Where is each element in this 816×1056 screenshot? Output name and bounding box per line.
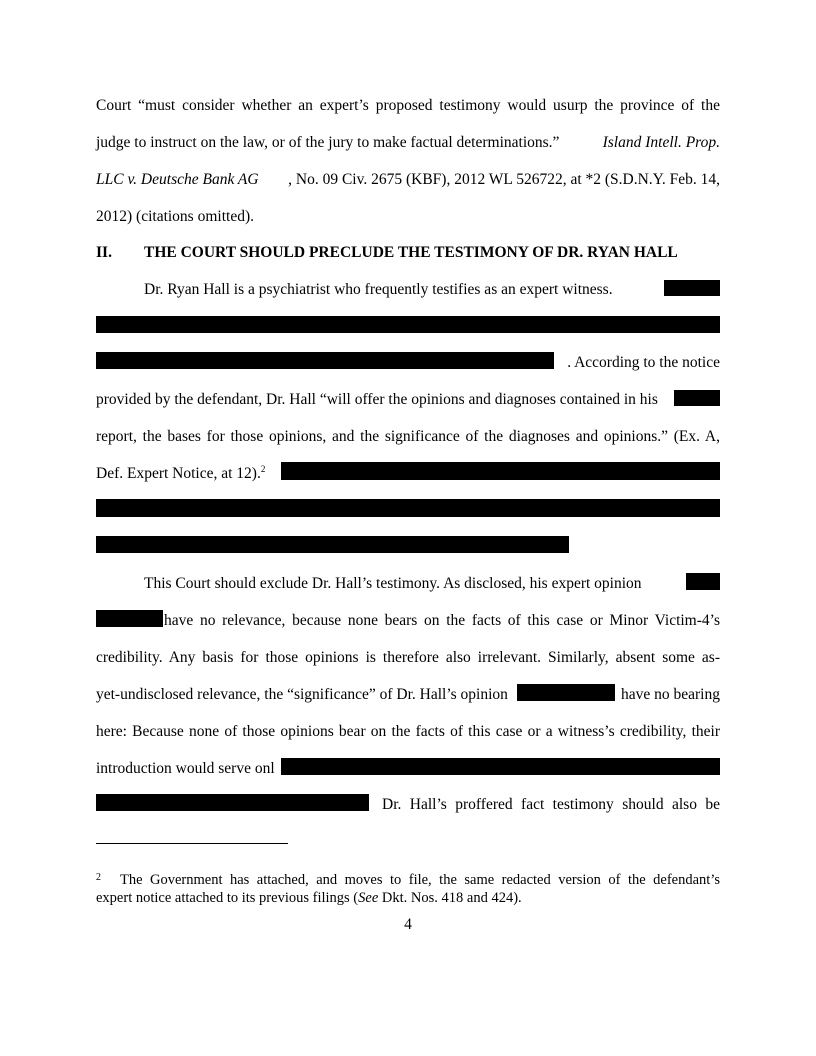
redaction-box xyxy=(281,462,720,480)
section-number: II. xyxy=(96,244,112,261)
footnote-marker: 2 xyxy=(96,872,101,883)
para3-line1: This Court should exclude Dr. Hall’s testimony. As disclosed, his expert opinion xyxy=(144,575,642,592)
redaction-box xyxy=(674,390,720,406)
para1-line1: Court “must consider whether an expert’s proposed testimony would usurp the province of the xyxy=(96,97,720,114)
section-title: THE COURT SHOULD PRECLUDE THE TESTIMONY OF DR. RYAN HALL xyxy=(144,244,678,261)
page-number: 4 xyxy=(404,916,412,933)
footnote-line2 xyxy=(96,889,720,907)
footnote-see-signal: See xyxy=(358,890,379,906)
para1-line2-text: judge to instruct on the law, or of the jury to make factual determinations.” xyxy=(96,134,560,151)
para2-line5: report, the bases for those opinions, and the significance of the diagnoses and opinions.” (Ex. A, xyxy=(96,428,720,445)
redaction-box xyxy=(96,536,569,553)
redaction-box xyxy=(96,316,720,333)
para3-line4b: have no bearing xyxy=(621,686,720,703)
redaction-box xyxy=(96,610,163,627)
para1-line4: 2012) (citations omitted). xyxy=(96,208,254,225)
para3-line3: credibility. Any basis for those opinions is therefore also irrelevant. Similarly, absent some as- xyxy=(96,649,720,666)
footnote-line1 xyxy=(96,871,720,889)
case-name-part1: Island Intell. Prop. xyxy=(602,134,720,151)
redaction-box xyxy=(96,794,369,811)
redaction-box xyxy=(281,758,720,775)
para1-line3 xyxy=(96,170,720,190)
para3-line2: have no relevance, because none bears on the facts of this case or Minor Victim-4’s xyxy=(164,612,720,629)
footnote-text-line1: The Government has attached, and moves to file, the same redacted version of the defendant’s xyxy=(120,872,720,888)
footnote-reference: 2 xyxy=(260,463,266,474)
redaction-box xyxy=(664,280,720,296)
para2-line4: provided by the defendant, Dr. Hall “will offer the opinions and diagnoses contained in his xyxy=(96,391,658,408)
footnote-citation: Dkt. Nos. 418 and 424). xyxy=(378,890,522,906)
para2-line6-text: Def. Expert Notice, at 12). xyxy=(96,465,261,482)
para3-line7: Dr. Hall’s proffered fact testimony should also be xyxy=(382,796,720,813)
citation: , No. 09 Civ. 2675 (KBF), 2012 WL 526722, at *2 (S.D.N.Y. Feb. 14, xyxy=(288,171,720,188)
para3-line5: here: Because none of those opinions bear on the facts of this case or a witness’s credibility, their xyxy=(96,723,720,740)
para2-line1: Dr. Ryan Hall is a psychiatrist who frequently testifies as an expert witness. xyxy=(144,281,613,298)
redaction-box xyxy=(96,499,720,517)
section-heading xyxy=(96,243,678,263)
case-name-part2: LLC v. Deutsche Bank AG xyxy=(96,171,259,188)
para3-line4a: yet-undisclosed relevance, the “significance” of Dr. Hall’s opinion xyxy=(96,686,508,703)
para3-line6: introduction would serve onl xyxy=(96,760,275,777)
para2-line3: . According to the notice xyxy=(567,354,720,371)
footnote-text-line2: expert notice attached to its previous filings ( xyxy=(96,890,359,906)
redaction-box xyxy=(686,573,720,590)
footnote-separator xyxy=(96,843,288,844)
para1-line2 xyxy=(96,133,720,153)
